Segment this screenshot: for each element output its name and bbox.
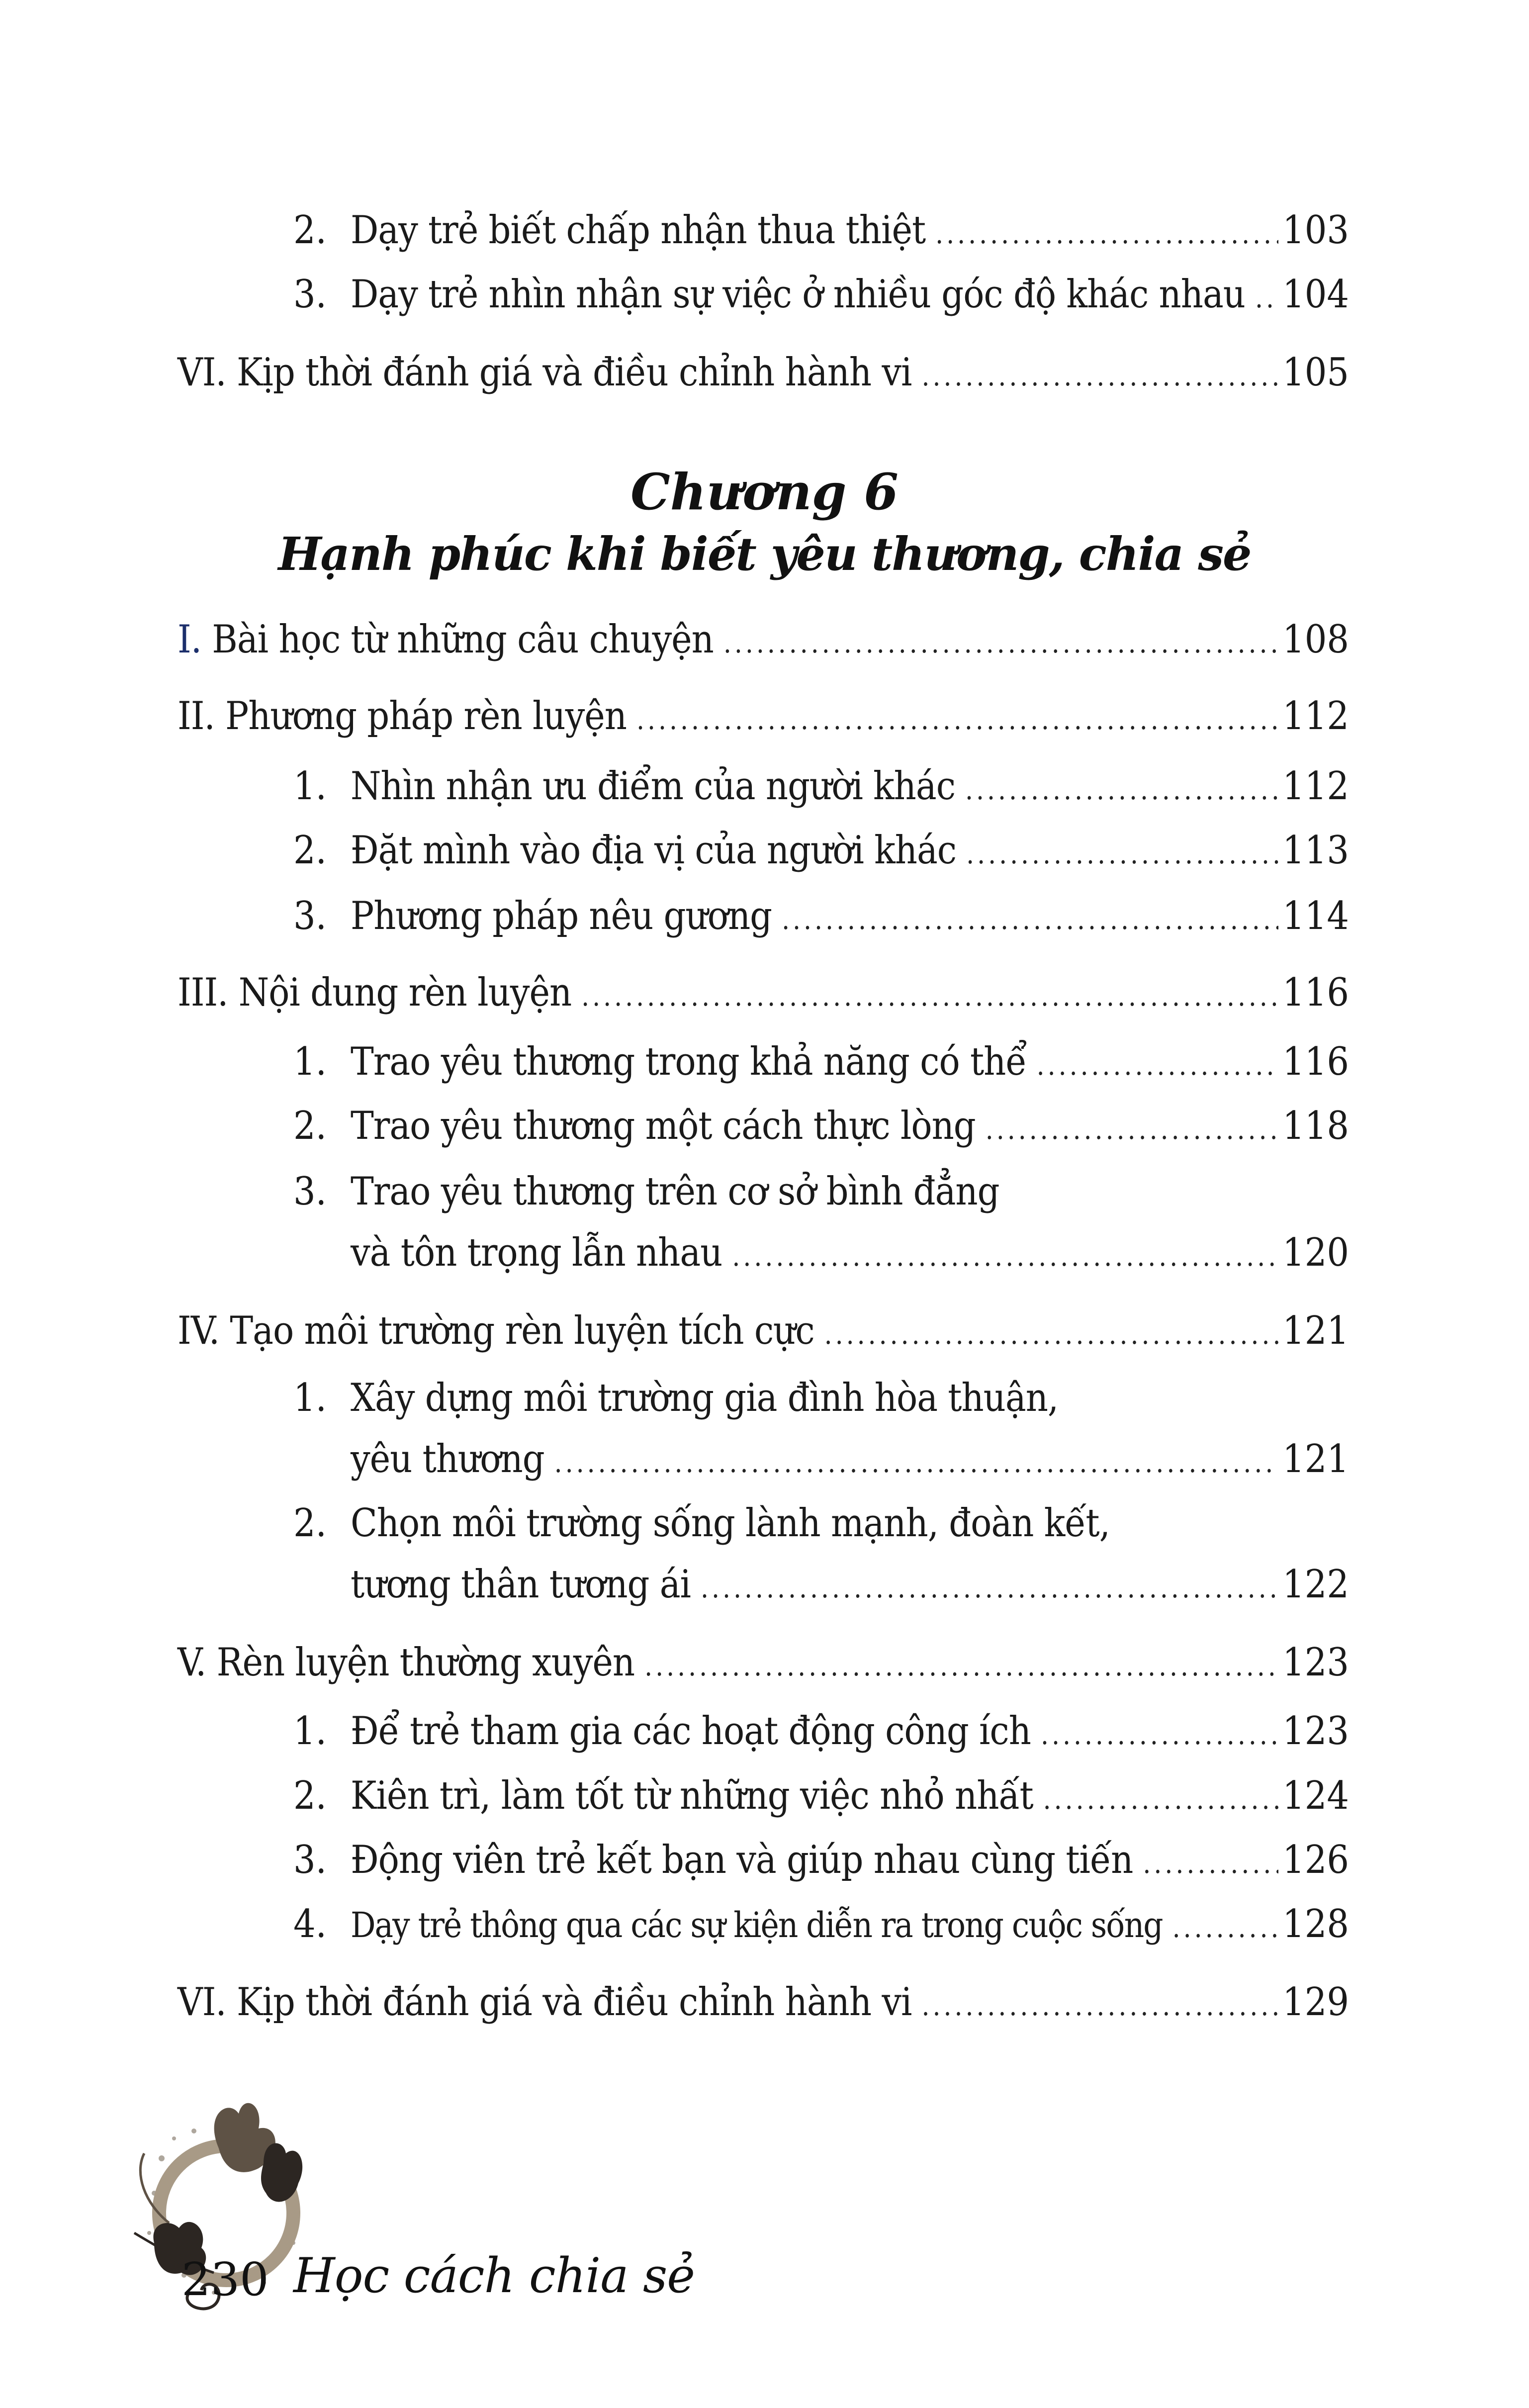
toc-entry-number: 2. <box>293 1501 327 1546</box>
toc-entry-page: 126 <box>1282 1838 1349 1882</box>
toc-entry[interactable] <box>178 689 1349 743</box>
toc-entry[interactable] <box>293 1496 1349 1551</box>
toc-entry-number: 1. <box>293 1039 327 1084</box>
toc-entry-number: 1. <box>293 1376 327 1420</box>
toc-entry-label <box>178 612 714 667</box>
toc-entry-text: Tạo môi trường rèn luyện tích cực <box>230 1308 814 1353</box>
toc-entry-page: 120 <box>1282 1230 1349 1275</box>
toc-entry-page: 128 <box>1282 1902 1349 1946</box>
toc-entry[interactable] <box>178 345 1349 400</box>
toc-entry-label: Trao yêu thương trong khả năng có thể <box>351 1039 1027 1084</box>
toc-entry-label <box>178 1975 911 2030</box>
toc-entry[interactable] <box>293 1704 1349 1759</box>
toc-entry-label: Chọn môi trường sống lành mạnh, đoàn kết, <box>351 1501 1110 1546</box>
toc-entry-page: 104 <box>1282 272 1349 317</box>
toc-entry-page: 113 <box>1282 828 1349 873</box>
toc-entry-label: Kiên trì, làm tốt từ những việc nhỏ nhất <box>351 1773 1033 1818</box>
toc-entry[interactable] <box>293 1371 1349 1425</box>
toc-entry-label: Phương pháp nêu gương <box>351 894 772 938</box>
toc-entry-label: Dạy trẻ nhìn nhận sự việc ở nhiều góc độ khác nhau <box>351 272 1245 317</box>
toc-entry-label: Đặt mình vào địa vị của người khác <box>351 828 957 873</box>
toc-entry-label: Xây dựng môi trường gia đình hòa thuận, <box>351 1376 1059 1420</box>
toc-entry-page: 114 <box>1282 894 1349 938</box>
toc-entry-page: 123 <box>1282 1640 1349 1685</box>
book-title: Học cách chia sẻ <box>293 2248 695 2304</box>
toc-leader-dots <box>1143 1837 1278 1891</box>
toc-entry[interactable] <box>293 1833 1349 1887</box>
toc-entry-number: VI. <box>178 1980 226 2025</box>
toc-entry-label <box>178 1303 814 1358</box>
toc-entry[interactable] <box>293 1034 1349 1089</box>
toc-entry-text: Bài học từ những câu chuyện <box>212 617 714 662</box>
toc-entry-number: 3. <box>293 894 327 938</box>
toc-entry[interactable] <box>293 1164 1349 1219</box>
toc-entry[interactable] <box>293 1768 1349 1823</box>
toc-leader-dots <box>732 1229 1278 1284</box>
page-footer <box>114 2084 695 2313</box>
toc-entry-label: Trao yêu thương một cách thực lòng <box>351 1104 976 1148</box>
chapter-heading: Chương 6 <box>630 463 899 521</box>
toc-entry-label: Dạy trẻ thông qua các sự kiện diễn ra trong cuộc sống <box>351 1905 1163 1945</box>
toc-entry-label: tương thân tương ái <box>351 1562 691 1607</box>
toc-entry-number: V. <box>178 1640 206 1685</box>
toc-entry-number: 2. <box>293 1104 327 1148</box>
toc-entry-number: IV. <box>178 1308 220 1353</box>
toc-entry-number: 2. <box>293 208 327 253</box>
toc-leader-dots <box>824 1307 1278 1362</box>
chapter-title: Hạnh phúc khi biết yêu thương, chia sẻ <box>278 527 1251 581</box>
toc-entry-page: 121 <box>1282 1437 1349 1482</box>
toc-entry-number: VI. <box>178 350 226 395</box>
toc-entry-number: 1. <box>293 764 327 809</box>
toc-entry[interactable] <box>293 823 1349 878</box>
toc-entry-text: Phương pháp rèn luyện <box>225 694 627 739</box>
toc-entry-text: Kịp thời đánh giá và điều chỉnh hành vi <box>236 350 912 395</box>
toc-entry[interactable] <box>178 1303 1349 1358</box>
toc-entry[interactable] <box>293 1897 1349 1951</box>
toc-entry-text: Nội dung rèn luyện <box>238 970 572 1015</box>
toc-entry-number: 3. <box>293 272 327 317</box>
toc-leader-dots <box>986 1103 1278 1157</box>
toc-leader-dots <box>965 763 1278 818</box>
toc-entry-text: Kịp thời đánh giá và điều chỉnh hành vi <box>236 1980 912 2025</box>
toc-entry-page: 112 <box>1282 764 1349 809</box>
toc-entry-number: 3. <box>293 1169 327 1214</box>
toc-entry[interactable] <box>178 1635 1349 1690</box>
toc-entry[interactable] <box>293 203 1349 258</box>
toc-entry-page: 122 <box>1282 1562 1349 1607</box>
toc-entry-page: 112 <box>1282 694 1349 739</box>
toc-leader-dots <box>636 693 1278 747</box>
toc-entry-page: 123 <box>1282 1709 1349 1754</box>
toc-leader-dots <box>1172 1901 1278 1955</box>
toc-entry-label: Để trẻ tham gia các hoạt động công ích <box>351 1709 1031 1754</box>
toc-leader-dots <box>1037 1038 1279 1093</box>
toc-entry[interactable] <box>351 1225 1349 1280</box>
toc-leader-dots <box>782 893 1278 947</box>
toc-leader-dots <box>1041 1708 1278 1762</box>
toc-entry-text: Rèn luyện thường xuyên <box>216 1640 635 1685</box>
toc-entry-page: 118 <box>1282 1104 1349 1148</box>
toc-leader-dots <box>701 1561 1278 1616</box>
toc-entry-page: 129 <box>1282 1980 1349 2025</box>
toc-entry-page: 108 <box>1282 617 1349 662</box>
toc-entry-page: 116 <box>1282 970 1349 1015</box>
toc-leader-dots <box>723 616 1278 671</box>
toc-entry[interactable] <box>293 759 1349 814</box>
toc-entry[interactable] <box>351 1557 1349 1612</box>
toc-entry-label: yêu thương <box>351 1437 544 1482</box>
toc-entry-number: III. <box>178 970 228 1015</box>
toc-leader-dots <box>581 969 1278 1024</box>
toc-entry-number: 2. <box>293 1773 327 1818</box>
toc-entry-page: 105 <box>1282 350 1349 395</box>
toc-entry-label: và tôn trọng lẫn nhau <box>351 1230 722 1275</box>
toc-entry-number: 2. <box>293 828 327 873</box>
toc-leader-dots <box>966 827 1278 882</box>
toc-entry-label <box>178 965 571 1020</box>
toc-entry[interactable] <box>178 1975 1349 2030</box>
toc-leader-dots <box>921 349 1278 404</box>
toc-entry-label: Dạy trẻ biết chấp nhận thua thiệt <box>351 208 926 253</box>
toc-entry-label: Động viên trẻ kết bạn và giúp nhau cùng tiến <box>351 1838 1133 1882</box>
toc-leader-dots <box>935 207 1278 262</box>
toc-entry-page: 121 <box>1282 1308 1349 1353</box>
toc-entry-label <box>178 345 911 400</box>
toc-entry-label: Nhìn nhận ưu điểm của người khác <box>351 764 955 809</box>
toc-entry-number: 1. <box>293 1709 327 1754</box>
toc-entry-number: 4. <box>293 1902 327 1946</box>
toc-leader-dots <box>644 1639 1278 1694</box>
toc-entry-label: Trao yêu thương trên cơ sở bình đẳng <box>351 1169 999 1214</box>
toc-entry-number: I. <box>178 617 202 662</box>
toc-entry-label <box>178 1635 634 1690</box>
toc-entry-page: 103 <box>1282 208 1349 253</box>
toc-leader-dots <box>921 1979 1278 2034</box>
page-number: 230 <box>181 2253 269 2306</box>
toc-leader-dots <box>1043 1772 1278 1827</box>
toc-entry[interactable] <box>293 1099 1349 1153</box>
toc-leader-dots <box>1255 271 1278 326</box>
toc-entry-page: 116 <box>1282 1039 1349 1084</box>
toc-entry-label <box>178 689 627 743</box>
toc-entry-number: II. <box>178 694 215 739</box>
toc-entry[interactable] <box>178 612 1349 667</box>
toc-entry[interactable] <box>351 1432 1349 1486</box>
toc-entry-number: 3. <box>293 1838 327 1882</box>
toc-entry[interactable] <box>293 889 1349 943</box>
toc-entry-page: 124 <box>1282 1773 1349 1818</box>
toc-entry[interactable] <box>293 267 1349 322</box>
toc-entry[interactable] <box>178 965 1349 1020</box>
toc-leader-dots <box>554 1436 1278 1490</box>
